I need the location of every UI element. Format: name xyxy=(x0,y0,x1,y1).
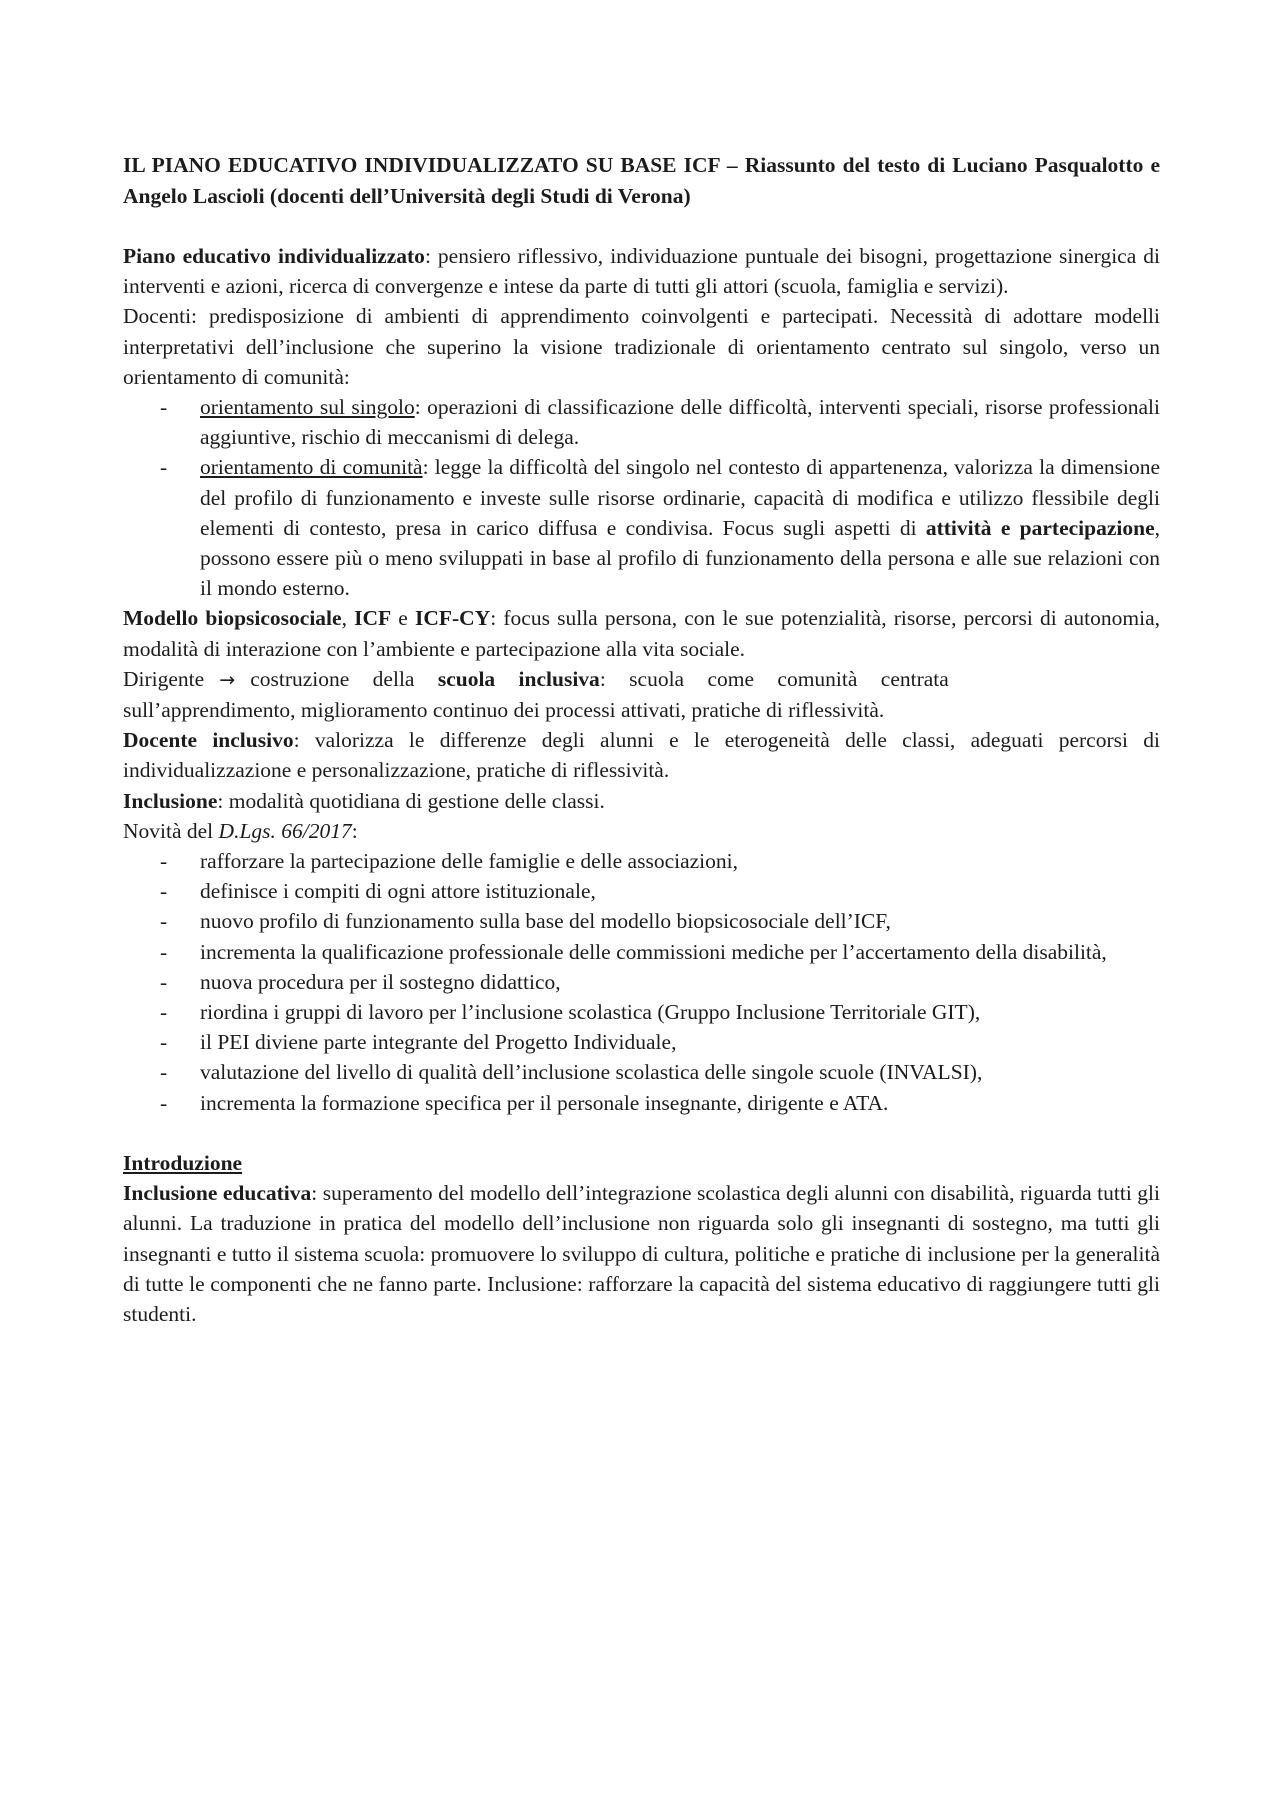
text-comunita-end: , possono essere più o meno sviluppati in base al profilo di funzionamento della persona e alle sue relazioni con il mondo esterno. xyxy=(200,515,1160,601)
orientation-list xyxy=(123,392,1160,603)
list-item xyxy=(123,1027,1160,1057)
separator: : xyxy=(351,818,358,843)
paragraph-modello xyxy=(123,603,1160,663)
term-inclusione: Inclusione xyxy=(123,788,218,813)
list-item-text: valutazione del livello di qualità dell’inclusione scolastica delle singole scuole (INVALSI), xyxy=(200,1060,983,1085)
dash-marker: - xyxy=(160,1090,168,1115)
paragraph-pei xyxy=(123,241,1160,301)
dash-marker: - xyxy=(160,969,168,994)
list-item xyxy=(123,937,1160,967)
list-item-text: nuova procedura per il sostegno didattico, xyxy=(200,969,561,994)
list-item xyxy=(123,997,1160,1027)
dash-marker: - xyxy=(160,939,168,964)
list-item xyxy=(123,876,1160,906)
text-dirigente-2: : scuola come comunità centrata xyxy=(599,666,949,691)
dash-marker: - xyxy=(160,879,168,904)
list-item-text: rafforzare la partecipazione delle famiglie e delle associazioni, xyxy=(200,849,739,874)
list-item xyxy=(123,452,1160,603)
list-item xyxy=(123,906,1160,936)
text-docente-inclusivo: : valorizza le differenze degli alunni e le eterogeneità delle classi, adeguati percorsi di individualizzazione e personalizzazione, pratiche di riflessività. xyxy=(123,728,1160,783)
term-inclusione-educativa: Inclusione educativa xyxy=(123,1181,312,1206)
term-dlgs: D.Lgs. 66/2017 xyxy=(218,818,352,843)
list-item-text: incrementa la formazione specifica per il personale insegnante, dirigente e ATA. xyxy=(200,1090,889,1115)
dash-marker: - xyxy=(160,395,168,420)
term-icf: ICF xyxy=(354,606,392,631)
separator: e xyxy=(391,606,415,631)
dash-marker: - xyxy=(160,849,168,874)
list-item-text: il PEI diviene parte integrante del Progetto Individuale, xyxy=(200,1030,677,1055)
paragraph-novita xyxy=(123,816,1160,846)
list-item xyxy=(123,392,1160,452)
paragraph-dirigente-cont: sull’apprendimento, miglioramento continuo dei processi attivati, pratiche di riflessività. xyxy=(123,698,885,723)
spacer xyxy=(123,1118,1160,1148)
text-dirigente: costruzione della xyxy=(250,666,415,691)
document-page xyxy=(123,150,1160,1329)
term-modello: Modello biopsicosociale xyxy=(123,606,342,631)
dash-marker: - xyxy=(160,455,168,480)
term-icf-cy: ICF-CY xyxy=(415,606,491,631)
separator: , xyxy=(341,606,355,631)
list-item-text: nuovo profilo di funzionamento sulla base del modello biopsicosociale dell’ICF, xyxy=(200,909,891,934)
text-inclusione: : modalità quotidiana di gestione delle classi. xyxy=(217,788,605,813)
text-pei: : pensiero riflessivo, individuazione puntuale dei bisogni, progettazione sinergica di interventi e azioni, ricerca di convergenze e intese da parte di tutti gli attori (scuola, famiglia e servizi). xyxy=(123,244,1160,299)
term-comunita: orientamento di comunità xyxy=(200,455,423,480)
list-item xyxy=(123,1088,1160,1118)
list-item-text: riordina i gruppi di lavoro per l’inclusione scolastica (Gruppo Inclusione Territoriale GIT), xyxy=(200,1000,981,1025)
dash-marker: - xyxy=(160,909,168,934)
list-item-text: definisce i compiti di ogni attore istituzionale, xyxy=(200,879,596,904)
paragraph-dirigente xyxy=(123,664,1160,695)
document-title: IL PIANO EDUCATIVO INDIVIDUALIZZATO SU BASE ICF – Riassunto del testo di Luciano Pasqualotto e Angelo Lascioli (docenti dell’Università degli Studi di Verona) xyxy=(123,153,1160,208)
text-comunita: : legge la difficoltà del singolo nel contesto di appartenenza, valorizza la dimensione del profilo di funzionamento e investe sulle risorse ordinarie, capacità di modifica e utilizzo flessibile degli elementi di contesto, presa in carico diffusa e condivisa. Focus sugli aspetti di xyxy=(200,455,1160,540)
list-item xyxy=(123,846,1160,876)
section-heading-introduzione xyxy=(123,1148,1160,1178)
text-inclusione-educativa: : superamento del modello dell’integrazione scolastica degli alunni con disabilità, riguarda tutti gli alunni. La traduzione in pratica del modello dell’inclusione non riguarda solo gli insegnanti di sostegno, ma tutti gli insegnanti e tutto il sistema scuola: promuovere lo sviluppo di cultura, politiche e pratiche di inclusione per la generalità di tutte le componenti che ne fanno parte. Inclusione: rafforzare la capacità del sistema educativo di raggiungere tutti gli studenti. xyxy=(123,1181,1160,1326)
term-singolo: orientamento sul singolo xyxy=(200,395,415,420)
dash-marker: - xyxy=(160,1000,168,1025)
arrow-right-icon: → xyxy=(219,668,236,691)
dash-marker: - xyxy=(160,1060,168,1085)
heading-introduzione: Introduzione xyxy=(123,1150,243,1175)
paragraph-docenti: Docenti: predisposizione di ambienti di apprendimento coinvolgenti e partecipati. Necessità di adottare modelli interpretativi dell’inclusione che superino la visione tradizionale di orientamento centrato sul singolo, verso un orientamento di comunità: xyxy=(123,304,1160,389)
paragraph-inclusione-educativa xyxy=(123,1178,1160,1329)
text-singolo: : operazioni di classificazione delle difficoltà, interventi speciali, risorse professionali aggiuntive, rischio di meccanismi di delega. xyxy=(200,395,1160,450)
text-modello: : focus sulla persona, con le sue potenzialità, risorse, percorsi di autonomia, modalità di interazione con l’ambiente e partecipazione alla vita sociale. xyxy=(123,606,1161,661)
term-scuola-inclusiva: scuola inclusiva xyxy=(437,666,600,691)
list-item-text: incrementa la qualificazione professionale delle commissioni mediche per l’accertamento della disabilità, xyxy=(200,939,1107,964)
novita-list xyxy=(123,846,1160,1118)
list-item xyxy=(123,1057,1160,1087)
list-item xyxy=(123,967,1160,997)
term-attivita: attività e partecipazione xyxy=(925,515,1155,540)
dash-marker: - xyxy=(160,1030,168,1055)
term-dirigente: Dirigente xyxy=(123,666,205,691)
term-pei: Piano educativo individualizzato xyxy=(123,244,425,268)
paragraph-inclusione xyxy=(123,786,1160,816)
text-novita: Novità del xyxy=(123,818,219,843)
term-docente-inclusivo: Docente inclusivo xyxy=(123,728,294,753)
paragraph-docente-inclusivo xyxy=(123,725,1160,785)
spacer xyxy=(123,211,1160,241)
